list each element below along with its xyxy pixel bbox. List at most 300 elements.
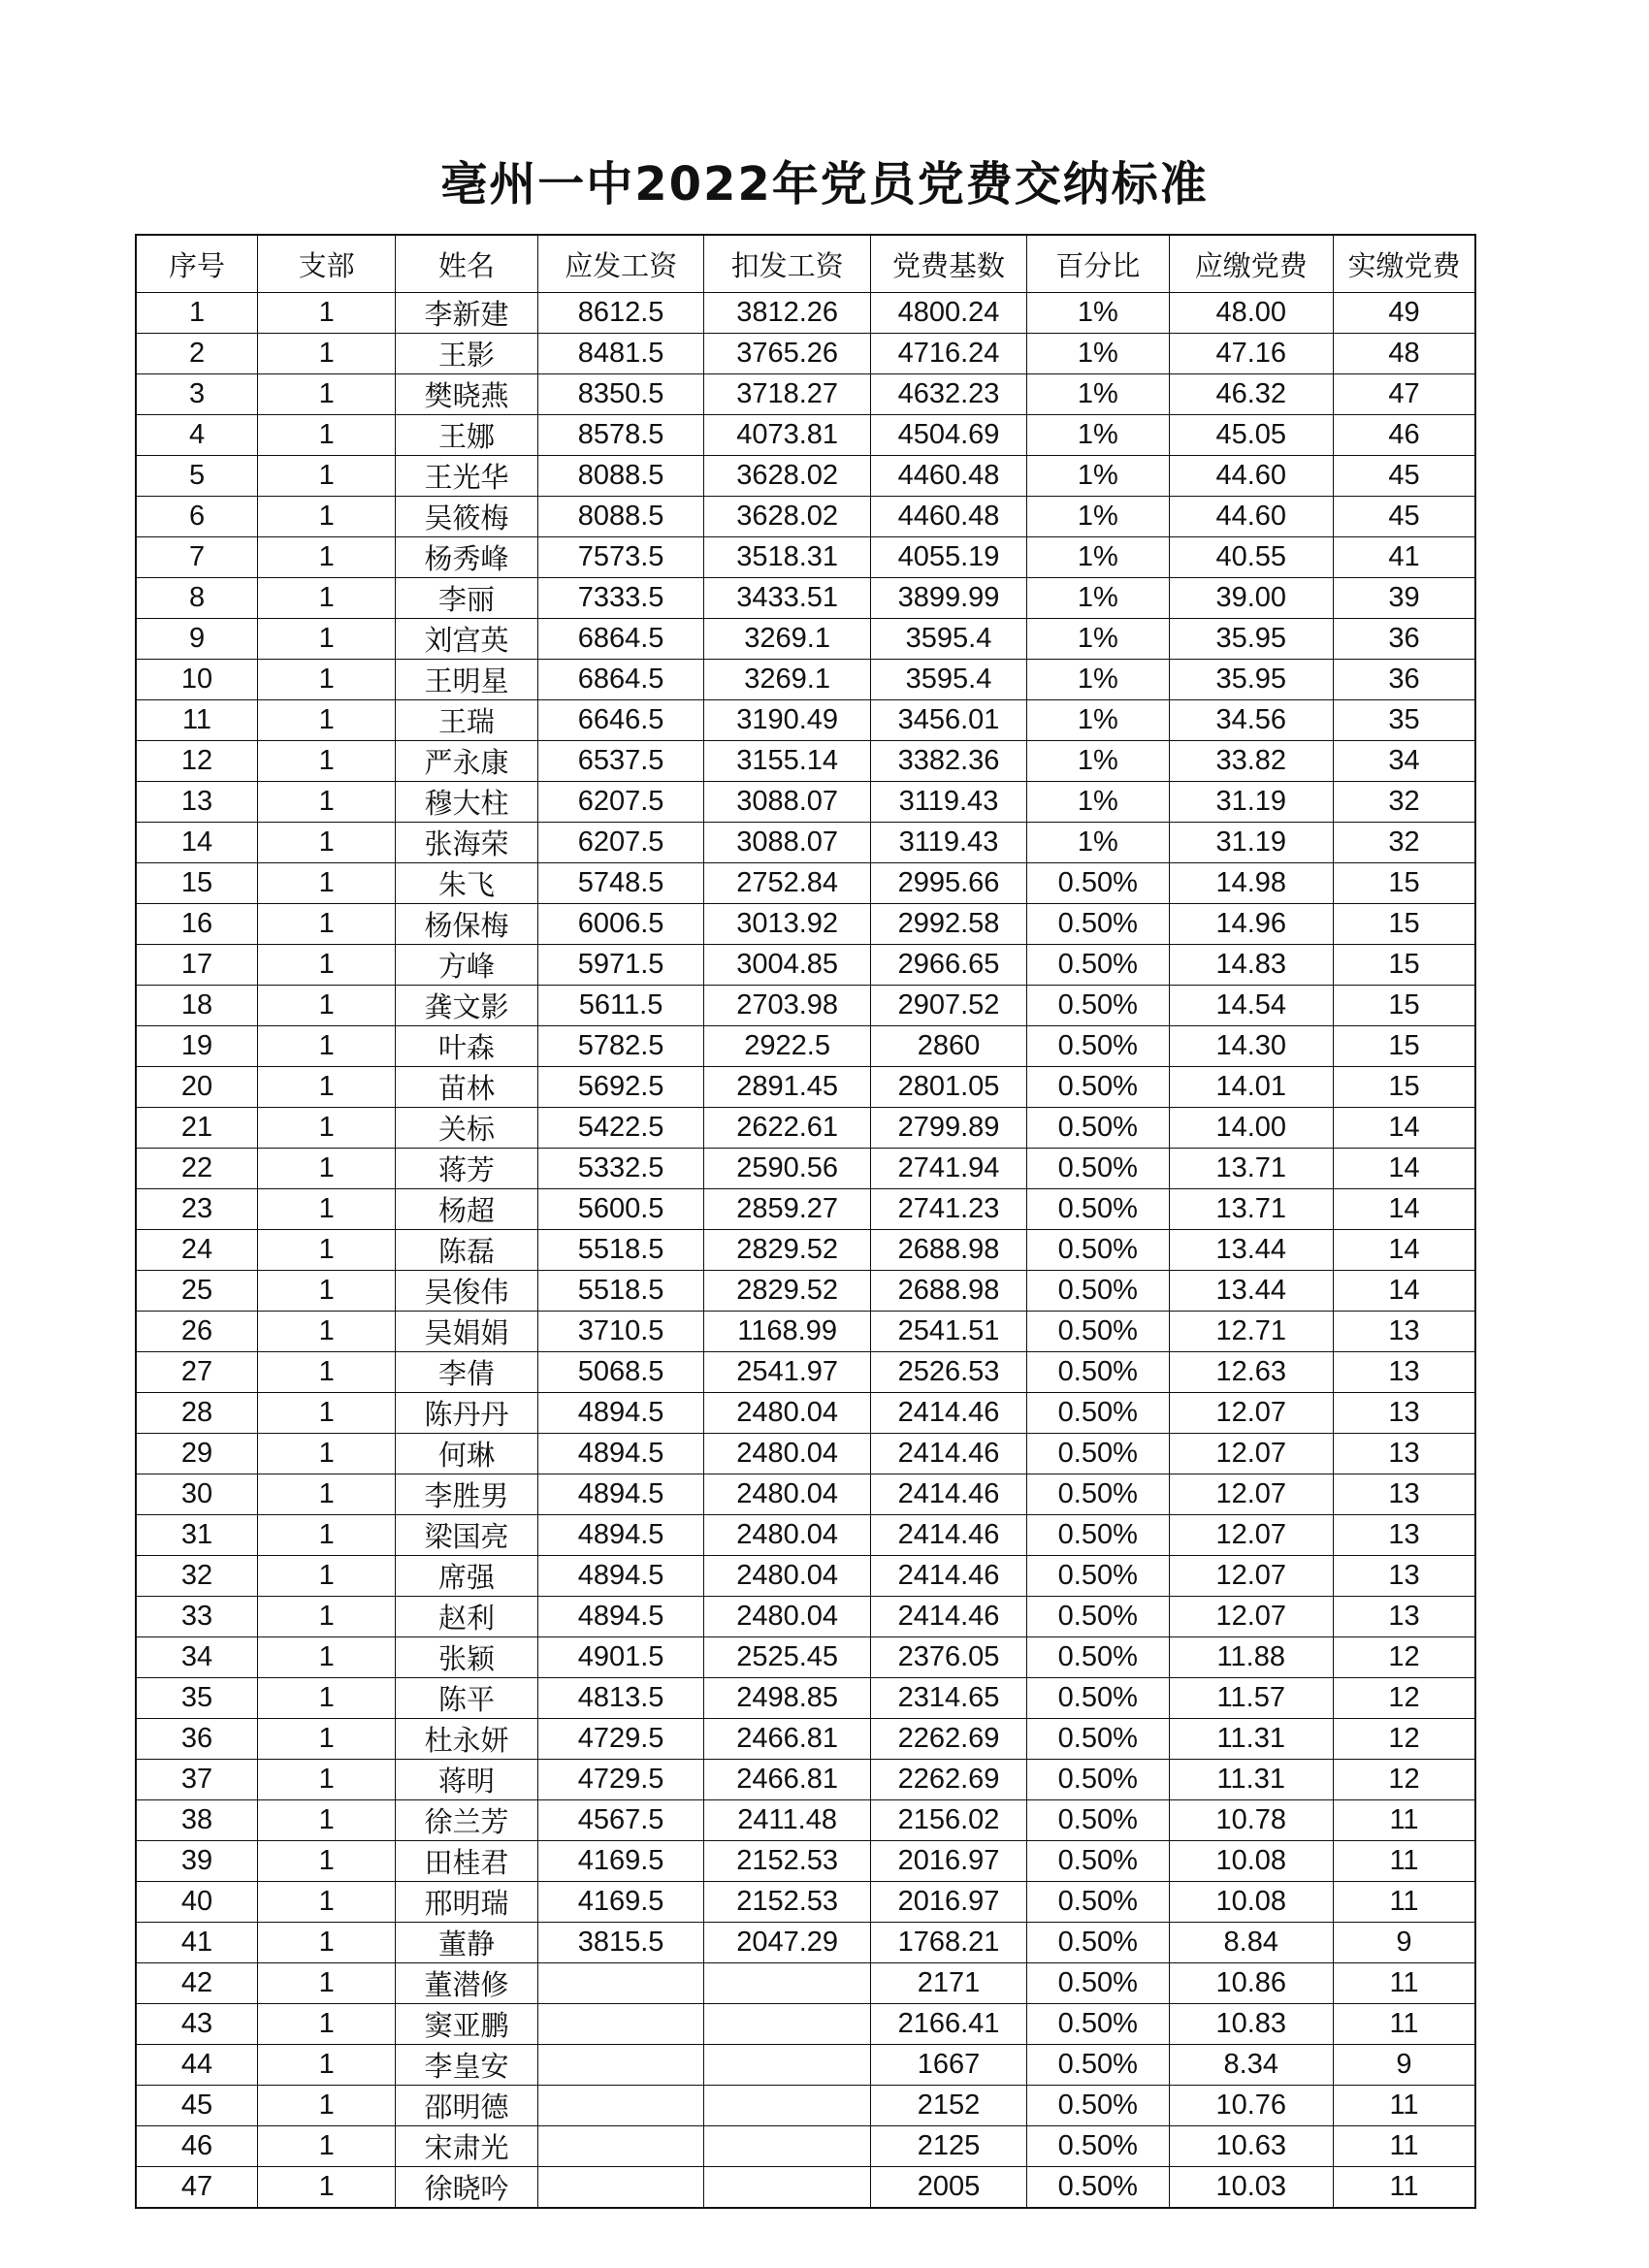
cell-fee-base: 2526.53: [870, 1352, 1026, 1393]
cell-percentage: 1%: [1027, 823, 1169, 863]
table-row: [136, 2086, 1475, 2126]
cell-fee-due: 10.86: [1169, 1963, 1333, 2004]
cell-fee-base: 4632.23: [870, 374, 1026, 415]
cell-fee-due: 34.56: [1169, 700, 1333, 741]
cell-branch: 1: [258, 1760, 396, 1800]
cell-fee-due: 33.82: [1169, 741, 1333, 782]
cell-fee-base: 2016.97: [870, 1841, 1026, 1882]
cell-name: 王娜: [396, 415, 537, 456]
table-row: [136, 1474, 1475, 1515]
cell-fee-base: 2414.46: [870, 1474, 1026, 1515]
cell-deduction: 2622.61: [704, 1108, 871, 1149]
table-row: [136, 823, 1475, 863]
cell-fee-paid: 35: [1334, 700, 1476, 741]
cell-name: 关标: [396, 1108, 537, 1149]
cell-gross-salary: 4894.5: [537, 1474, 704, 1515]
table-row: [136, 334, 1475, 374]
table-row: [136, 660, 1475, 700]
cell-fee-paid: 45: [1334, 456, 1476, 497]
cell-deduction: 2466.81: [704, 1760, 871, 1800]
cell-fee-base: 2171: [870, 1963, 1026, 2004]
cell-fee-paid: 11: [1334, 2086, 1476, 2126]
cell-fee-paid: 15: [1334, 945, 1476, 986]
cell-index: 9: [136, 619, 258, 660]
cell-fee-due: 13.44: [1169, 1230, 1333, 1271]
cell-branch: 1: [258, 1515, 396, 1556]
cell-branch: 1: [258, 2004, 396, 2045]
cell-branch: 1: [258, 334, 396, 374]
cell-percentage: 0.50%: [1027, 2045, 1169, 2086]
cell-percentage: 0.50%: [1027, 1800, 1169, 1841]
cell-gross-salary: 5518.5: [537, 1271, 704, 1312]
cell-fee-due: 8.84: [1169, 1923, 1333, 1963]
table-row: [136, 1026, 1475, 1067]
cell-fee-base: 4055.19: [870, 537, 1026, 578]
cell-index: 10: [136, 660, 258, 700]
cell-fee-paid: 13: [1334, 1393, 1476, 1434]
cell-branch: 1: [258, 986, 396, 1026]
cell-fee-paid: 48: [1334, 334, 1476, 374]
table-row: [136, 1189, 1475, 1230]
cell-deduction: 2525.45: [704, 1637, 871, 1678]
cell-gross-salary: 4901.5: [537, 1637, 704, 1678]
cell-percentage: 0.50%: [1027, 1515, 1169, 1556]
document-title: 亳州一中2022年党员党费交纳标准: [440, 157, 1209, 211]
cell-deduction: 2047.29: [704, 1923, 871, 1963]
cell-index: 3: [136, 374, 258, 415]
cell-branch: 1: [258, 1719, 396, 1760]
table-row: [136, 1515, 1475, 1556]
cell-branch: 1: [258, 537, 396, 578]
cell-fee-base: 2376.05: [870, 1637, 1026, 1678]
cell-name: 何琳: [396, 1434, 537, 1474]
cell-index: 5: [136, 456, 258, 497]
cell-fee-paid: 15: [1334, 904, 1476, 945]
cell-percentage: 0.50%: [1027, 1597, 1169, 1637]
cell-deduction: 2859.27: [704, 1189, 871, 1230]
cell-name: 樊晓燕: [396, 374, 537, 415]
cell-percentage: 0.50%: [1027, 1474, 1169, 1515]
cell-fee-base: 4504.69: [870, 415, 1026, 456]
cell-fee-due: 35.95: [1169, 619, 1333, 660]
cell-percentage: 0.50%: [1027, 2004, 1169, 2045]
cell-percentage: 1%: [1027, 537, 1169, 578]
cell-fee-base: 2688.98: [870, 1271, 1026, 1312]
cell-gross-salary: 6207.5: [537, 782, 704, 823]
table-row: [136, 1678, 1475, 1719]
cell-branch: 1: [258, 1678, 396, 1719]
cell-gross-salary: 3710.5: [537, 1312, 704, 1352]
cell-fee-paid: 36: [1334, 619, 1476, 660]
cell-deduction: [704, 2086, 871, 2126]
cell-name: 王光华: [396, 456, 537, 497]
cell-index: 37: [136, 1760, 258, 1800]
cell-branch: 1: [258, 1393, 396, 1434]
cell-fee-paid: 12: [1334, 1719, 1476, 1760]
cell-name: 吴娟娟: [396, 1312, 537, 1352]
table-row: [136, 537, 1475, 578]
cell-gross-salary: 8350.5: [537, 374, 704, 415]
cell-fee-base: 2414.46: [870, 1515, 1026, 1556]
cell-deduction: 2466.81: [704, 1719, 871, 1760]
cell-gross-salary: 6864.5: [537, 619, 704, 660]
cell-fee-paid: 11: [1334, 1800, 1476, 1841]
cell-branch: 1: [258, 2126, 396, 2167]
cell-name: 苗林: [396, 1067, 537, 1108]
cell-fee-paid: 46: [1334, 415, 1476, 456]
cell-deduction: 2703.98: [704, 986, 871, 1026]
cell-fee-base: 2860: [870, 1026, 1026, 1067]
table-row: [136, 863, 1475, 904]
cell-deduction: 1168.99: [704, 1312, 871, 1352]
cell-fee-paid: 15: [1334, 863, 1476, 904]
cell-branch: 1: [258, 1597, 396, 1637]
cell-branch: 1: [258, 1841, 396, 1882]
cell-fee-base: 2741.23: [870, 1189, 1026, 1230]
cell-index: 6: [136, 497, 258, 537]
cell-name: 吴俊伟: [396, 1271, 537, 1312]
cell-fee-due: 39.00: [1169, 578, 1333, 619]
cell-fee-due: 44.60: [1169, 456, 1333, 497]
cell-index: 45: [136, 2086, 258, 2126]
cell-fee-due: 12.63: [1169, 1352, 1333, 1393]
cell-gross-salary: 5611.5: [537, 986, 704, 1026]
cell-percentage: 1%: [1027, 497, 1169, 537]
cell-fee-paid: 14: [1334, 1271, 1476, 1312]
cell-index: 27: [136, 1352, 258, 1393]
cell-gross-salary: 6864.5: [537, 660, 704, 700]
table-row: [136, 1108, 1475, 1149]
table-row: [136, 1597, 1475, 1637]
table-row: [136, 904, 1475, 945]
cell-gross-salary: 8088.5: [537, 456, 704, 497]
cell-name: 杨秀峰: [396, 537, 537, 578]
cell-fee-paid: 41: [1334, 537, 1476, 578]
cell-gross-salary: 5068.5: [537, 1352, 704, 1393]
cell-branch: 1: [258, 293, 396, 334]
table-row: [136, 782, 1475, 823]
cell-fee-base: 2414.46: [870, 1393, 1026, 1434]
cell-percentage: 1%: [1027, 578, 1169, 619]
cell-branch: 1: [258, 1923, 396, 1963]
cell-deduction: 2752.84: [704, 863, 871, 904]
table-row: [136, 1271, 1475, 1312]
cell-fee-due: 14.00: [1169, 1108, 1333, 1149]
cell-branch: 1: [258, 1189, 396, 1230]
cell-gross-salary: [537, 2045, 704, 2086]
cell-deduction: 2590.56: [704, 1149, 871, 1189]
cell-branch: 1: [258, 1474, 396, 1515]
cell-name: 王瑞: [396, 700, 537, 741]
cell-branch: 1: [258, 415, 396, 456]
cell-index: 20: [136, 1067, 258, 1108]
cell-deduction: [704, 2167, 871, 2209]
cell-fee-base: 4460.48: [870, 456, 1026, 497]
cell-fee-base: 2414.46: [870, 1556, 1026, 1597]
cell-fee-due: 10.83: [1169, 2004, 1333, 2045]
cell-name: 朱飞: [396, 863, 537, 904]
cell-gross-salary: 5782.5: [537, 1026, 704, 1067]
cell-fee-due: 10.76: [1169, 2086, 1333, 2126]
cell-name: 窦亚鹏: [396, 2004, 537, 2045]
cell-fee-due: 11.31: [1169, 1760, 1333, 1800]
cell-percentage: 0.50%: [1027, 1067, 1169, 1108]
cell-name: 徐晓吟: [396, 2167, 537, 2209]
cell-fee-base: 3382.36: [870, 741, 1026, 782]
cell-fee-due: 44.60: [1169, 497, 1333, 537]
cell-percentage: 0.50%: [1027, 1189, 1169, 1230]
cell-name: 李倩: [396, 1352, 537, 1393]
cell-fee-due: 13.71: [1169, 1189, 1333, 1230]
cell-index: 32: [136, 1556, 258, 1597]
cell-fee-base: 2152: [870, 2086, 1026, 2126]
cell-fee-due: 14.83: [1169, 945, 1333, 986]
table-row: [136, 293, 1475, 334]
table-row: [136, 415, 1475, 456]
header-fee-due: 应缴党费: [1169, 235, 1333, 293]
header-name: 姓名: [396, 235, 537, 293]
header-deduction: 扣发工资: [704, 235, 871, 293]
cell-percentage: 0.50%: [1027, 1149, 1169, 1189]
cell-gross-salary: 4894.5: [537, 1597, 704, 1637]
cell-fee-due: 12.07: [1169, 1474, 1333, 1515]
cell-name: 李新建: [396, 293, 537, 334]
cell-branch: 1: [258, 456, 396, 497]
cell-branch: 1: [258, 1026, 396, 1067]
cell-deduction: 2152.53: [704, 1841, 871, 1882]
table-row: [136, 945, 1475, 986]
cell-index: 44: [136, 2045, 258, 2086]
cell-percentage: 0.50%: [1027, 1963, 1169, 2004]
cell-index: 42: [136, 1963, 258, 2004]
cell-branch: 1: [258, 2045, 396, 2086]
cell-branch: 1: [258, 1882, 396, 1923]
cell-deduction: 3190.49: [704, 700, 871, 741]
cell-fee-due: 45.05: [1169, 415, 1333, 456]
cell-fee-paid: 14: [1334, 1149, 1476, 1189]
cell-fee-paid: 14: [1334, 1189, 1476, 1230]
cell-fee-paid: 13: [1334, 1474, 1476, 1515]
cell-fee-paid: 36: [1334, 660, 1476, 700]
cell-percentage: 1%: [1027, 619, 1169, 660]
cell-index: 41: [136, 1923, 258, 1963]
cell-name: 陈丹丹: [396, 1393, 537, 1434]
cell-index: 22: [136, 1149, 258, 1189]
cell-fee-paid: 13: [1334, 1556, 1476, 1597]
cell-gross-salary: 5422.5: [537, 1108, 704, 1149]
cell-deduction: 3718.27: [704, 374, 871, 415]
cell-fee-base: 3899.99: [870, 578, 1026, 619]
cell-fee-paid: 11: [1334, 2167, 1476, 2209]
table-row: [136, 1393, 1475, 1434]
table-row: [136, 1352, 1475, 1393]
cell-deduction: 3628.02: [704, 497, 871, 537]
cell-name: 董潜修: [396, 1963, 537, 2004]
cell-name: 吴筱梅: [396, 497, 537, 537]
cell-fee-due: 12.07: [1169, 1597, 1333, 1637]
cell-deduction: [704, 2045, 871, 2086]
cell-deduction: 2480.04: [704, 1556, 871, 1597]
cell-gross-salary: [537, 2167, 704, 2209]
header-fee-base: 党费基数: [870, 235, 1026, 293]
cell-fee-paid: 32: [1334, 782, 1476, 823]
party-fee-table: [135, 234, 1476, 2209]
cell-name: 张颖: [396, 1637, 537, 1678]
header-index: 序号: [136, 235, 258, 293]
cell-branch: 1: [258, 1434, 396, 1474]
cell-percentage: 0.50%: [1027, 2086, 1169, 2126]
table-row: [136, 456, 1475, 497]
cell-deduction: 2480.04: [704, 1393, 871, 1434]
cell-deduction: 2480.04: [704, 1434, 871, 1474]
cell-fee-due: 10.03: [1169, 2167, 1333, 2209]
cell-index: 40: [136, 1882, 258, 1923]
cell-percentage: 0.50%: [1027, 1026, 1169, 1067]
cell-deduction: 2411.48: [704, 1800, 871, 1841]
cell-fee-due: 14.54: [1169, 986, 1333, 1026]
cell-fee-base: 2799.89: [870, 1108, 1026, 1149]
cell-fee-due: 14.01: [1169, 1067, 1333, 1108]
cell-index: 31: [136, 1515, 258, 1556]
cell-fee-due: 10.08: [1169, 1882, 1333, 1923]
cell-fee-due: 46.32: [1169, 374, 1333, 415]
cell-fee-base: 3595.4: [870, 660, 1026, 700]
cell-deduction: 2891.45: [704, 1067, 871, 1108]
cell-index: 36: [136, 1719, 258, 1760]
cell-deduction: 2541.97: [704, 1352, 871, 1393]
cell-branch: 1: [258, 1271, 396, 1312]
cell-deduction: 3812.26: [704, 293, 871, 334]
cell-name: 杨超: [396, 1189, 537, 1230]
cell-index: 29: [136, 1434, 258, 1474]
table-row: [136, 1719, 1475, 1760]
cell-branch: 1: [258, 497, 396, 537]
cell-fee-paid: 11: [1334, 1882, 1476, 1923]
cell-index: 15: [136, 863, 258, 904]
cell-fee-base: 2541.51: [870, 1312, 1026, 1352]
cell-gross-salary: 5748.5: [537, 863, 704, 904]
cell-percentage: 1%: [1027, 374, 1169, 415]
cell-deduction: 2480.04: [704, 1515, 871, 1556]
cell-index: 8: [136, 578, 258, 619]
cell-gross-salary: [537, 2004, 704, 2045]
cell-fee-due: 31.19: [1169, 782, 1333, 823]
cell-percentage: 0.50%: [1027, 904, 1169, 945]
cell-deduction: [704, 1963, 871, 2004]
cell-deduction: 3269.1: [704, 619, 871, 660]
cell-fee-paid: 34: [1334, 741, 1476, 782]
cell-fee-due: 48.00: [1169, 293, 1333, 334]
cell-branch: 1: [258, 741, 396, 782]
cell-gross-salary: 5518.5: [537, 1230, 704, 1271]
cell-fee-base: 2995.66: [870, 863, 1026, 904]
cell-branch: 1: [258, 1556, 396, 1597]
cell-gross-salary: 6537.5: [537, 741, 704, 782]
cell-fee-base: 4800.24: [870, 293, 1026, 334]
cell-branch: 1: [258, 904, 396, 945]
cell-gross-salary: 4894.5: [537, 1556, 704, 1597]
cell-percentage: 1%: [1027, 456, 1169, 497]
cell-index: 34: [136, 1637, 258, 1678]
cell-percentage: 0.50%: [1027, 1393, 1169, 1434]
cell-fee-due: 11.88: [1169, 1637, 1333, 1678]
cell-branch: 1: [258, 1067, 396, 1108]
header-percentage: 百分比: [1027, 235, 1169, 293]
cell-name: 梁国亮: [396, 1515, 537, 1556]
table-row: [136, 1230, 1475, 1271]
cell-fee-base: 3119.43: [870, 823, 1026, 863]
table-row: [136, 1067, 1475, 1108]
cell-branch: 1: [258, 660, 396, 700]
cell-index: 30: [136, 1474, 258, 1515]
cell-branch: 1: [258, 823, 396, 863]
cell-deduction: 2480.04: [704, 1474, 871, 1515]
cell-fee-base: 2314.65: [870, 1678, 1026, 1719]
cell-index: 7: [136, 537, 258, 578]
cell-name: 穆大柱: [396, 782, 537, 823]
cell-deduction: 2922.5: [704, 1026, 871, 1067]
cell-gross-salary: 8578.5: [537, 415, 704, 456]
cell-branch: 1: [258, 1230, 396, 1271]
cell-fee-due: 40.55: [1169, 537, 1333, 578]
cell-index: 24: [136, 1230, 258, 1271]
cell-gross-salary: 8612.5: [537, 293, 704, 334]
cell-fee-base: 2801.05: [870, 1067, 1026, 1108]
cell-index: 33: [136, 1597, 258, 1637]
cell-gross-salary: 6646.5: [537, 700, 704, 741]
cell-gross-salary: 5692.5: [537, 1067, 704, 1108]
cell-fee-paid: 9: [1334, 1923, 1476, 1963]
table-row: [136, 578, 1475, 619]
table-row: [136, 2045, 1475, 2086]
cell-index: 21: [136, 1108, 258, 1149]
cell-index: 2: [136, 334, 258, 374]
cell-index: 11: [136, 700, 258, 741]
cell-fee-due: 35.95: [1169, 660, 1333, 700]
cell-fee-due: 13.44: [1169, 1271, 1333, 1312]
table-row: [136, 374, 1475, 415]
table-row: [136, 741, 1475, 782]
cell-fee-due: 12.07: [1169, 1434, 1333, 1474]
cell-index: 35: [136, 1678, 258, 1719]
table-row: [136, 986, 1475, 1026]
cell-gross-salary: 4894.5: [537, 1515, 704, 1556]
cell-fee-base: 2688.98: [870, 1230, 1026, 1271]
cell-fee-paid: 15: [1334, 986, 1476, 1026]
cell-percentage: 0.50%: [1027, 2126, 1169, 2167]
table-row: [136, 1434, 1475, 1474]
cell-fee-due: 14.98: [1169, 863, 1333, 904]
cell-branch: 1: [258, 578, 396, 619]
cell-deduction: 2829.52: [704, 1230, 871, 1271]
cell-percentage: 1%: [1027, 415, 1169, 456]
cell-deduction: 4073.81: [704, 415, 871, 456]
cell-fee-base: 3456.01: [870, 700, 1026, 741]
cell-gross-salary: 6006.5: [537, 904, 704, 945]
cell-percentage: 1%: [1027, 334, 1169, 374]
cell-name: 赵利: [396, 1597, 537, 1637]
cell-gross-salary: 4729.5: [537, 1760, 704, 1800]
table-row: [136, 1637, 1475, 1678]
cell-name: 龚文影: [396, 986, 537, 1026]
cell-fee-paid: 13: [1334, 1434, 1476, 1474]
cell-branch: 1: [258, 1312, 396, 1352]
cell-fee-base: 2992.58: [870, 904, 1026, 945]
cell-percentage: 0.50%: [1027, 1312, 1169, 1352]
cell-fee-base: 2966.65: [870, 945, 1026, 986]
cell-index: 17: [136, 945, 258, 986]
cell-fee-base: 1768.21: [870, 1923, 1026, 1963]
